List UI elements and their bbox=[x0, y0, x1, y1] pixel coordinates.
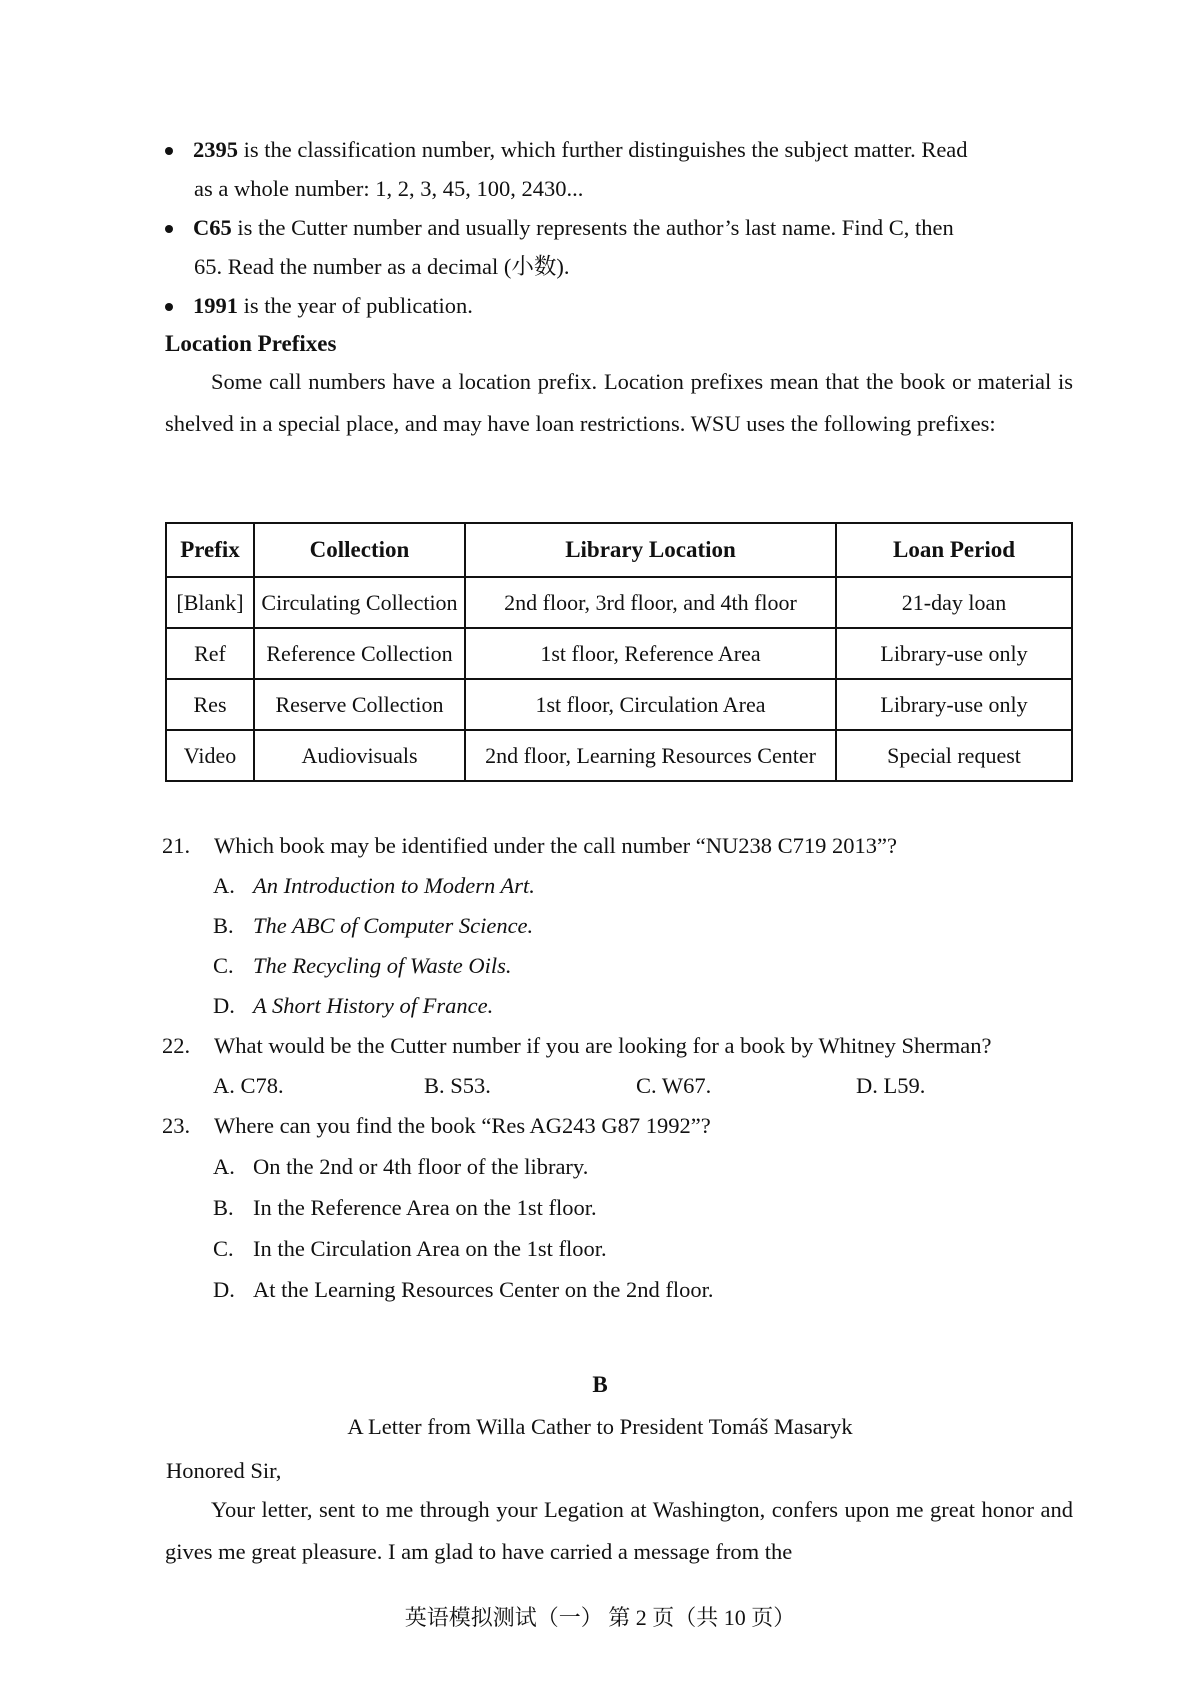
option-label: A. bbox=[213, 1073, 235, 1098]
option-22-a[interactable] bbox=[213, 1072, 284, 1100]
bullet-dot bbox=[165, 147, 173, 155]
option-text: The ABC of Computer Science. bbox=[253, 913, 534, 938]
question-22 bbox=[162, 1032, 992, 1060]
option-21-b[interactable] bbox=[213, 912, 533, 940]
bullet-continuation: as a whole number: 1, 2, 3, 45, 100, 2430... bbox=[194, 176, 584, 201]
letter-salutation: Honored Sir, bbox=[166, 1458, 282, 1483]
table-cell: Audiovisuals bbox=[254, 730, 465, 781]
table-cell: Res bbox=[166, 679, 254, 730]
table-header: Library Location bbox=[465, 523, 836, 577]
option-text: L59. bbox=[883, 1073, 926, 1098]
option-label: D. bbox=[856, 1073, 878, 1098]
bullet-text: 2395 is the classification number, which further distinguishes the subject matter. Read bbox=[193, 137, 968, 162]
option-text: C78. bbox=[240, 1073, 284, 1098]
option-23-a[interactable] bbox=[213, 1153, 588, 1181]
bullet-dot bbox=[165, 225, 173, 233]
option-label: B. bbox=[424, 1073, 445, 1098]
option-23-b[interactable] bbox=[213, 1194, 597, 1222]
option-text: In the Circulation Area on the 1st floor. bbox=[253, 1236, 607, 1261]
question-text: Where can you find the book “Res AG243 G87 1992”? bbox=[214, 1113, 711, 1138]
section-b-label: B bbox=[592, 1372, 608, 1397]
option-label: A. bbox=[213, 1154, 235, 1179]
option-text: In the Reference Area on the 1st floor. bbox=[253, 1195, 597, 1220]
table-cell: Library-use only bbox=[836, 628, 1072, 679]
table-cell: 2nd floor, Learning Resources Center bbox=[465, 730, 836, 781]
option-21-c[interactable] bbox=[213, 952, 512, 980]
location-prefixes-heading: Location Prefixes bbox=[165, 331, 337, 356]
option-label: C. bbox=[636, 1073, 657, 1098]
table-header-row bbox=[166, 523, 1072, 577]
option-text: The Recycling of Waste Oils. bbox=[253, 953, 512, 978]
option-23-d[interactable] bbox=[213, 1276, 714, 1304]
question-number: 21. bbox=[162, 833, 191, 858]
bullet-text: 1991 is the year of publication. bbox=[193, 293, 473, 318]
option-text: An Introduction to Modern Art. bbox=[253, 873, 535, 898]
table-row bbox=[166, 679, 1072, 730]
table-cell: 1st floor, Reference Area bbox=[465, 628, 836, 679]
option-text: S53. bbox=[450, 1073, 491, 1098]
table-cell: 1st floor, Circulation Area bbox=[465, 679, 836, 730]
bullet-continuation: 65. Read the number as a decimal (小数). bbox=[194, 254, 570, 279]
table-header: Loan Period bbox=[836, 523, 1072, 577]
table-cell: [Blank] bbox=[166, 577, 254, 628]
option-text: On the 2nd or 4th floor of the library. bbox=[253, 1154, 589, 1179]
option-label: A. bbox=[213, 873, 235, 898]
option-22-b[interactable] bbox=[424, 1072, 491, 1100]
table-header: Prefix bbox=[166, 523, 254, 577]
bullet-text: C65 is the Cutter number and usually represents the author’s last name. Find C, then bbox=[193, 215, 954, 240]
option-label: D. bbox=[213, 993, 235, 1018]
table-cell: Circulating Collection bbox=[254, 577, 465, 628]
letter-title: A Letter from Willa Cather to President Tomáš Masaryk bbox=[347, 1414, 853, 1439]
table-cell: Ref bbox=[166, 628, 254, 679]
option-label: B. bbox=[213, 913, 234, 938]
option-text: A Short History of France. bbox=[253, 993, 494, 1018]
location-prefixes-paragraph: Some call numbers have a location prefix. Location prefixes mean that the book or material is shelved in a special place, and may have loan restrictions. WSU uses the following prefixes: bbox=[165, 369, 1073, 436]
table-row bbox=[166, 577, 1072, 628]
option-21-a[interactable] bbox=[213, 872, 535, 900]
table-cell: Special request bbox=[836, 730, 1072, 781]
prefix-table bbox=[165, 522, 1073, 782]
question-number: 22. bbox=[162, 1033, 191, 1058]
table-cell: Video bbox=[166, 730, 254, 781]
table-row bbox=[166, 730, 1072, 781]
option-text: At the Learning Resources Center on the 2nd floor. bbox=[253, 1277, 714, 1302]
question-text: Which book may be identified under the call number “NU238 C719 2013”? bbox=[214, 833, 897, 858]
option-22-c[interactable] bbox=[636, 1072, 711, 1100]
option-23-c[interactable] bbox=[213, 1235, 607, 1263]
table-cell: Library-use only bbox=[836, 679, 1072, 730]
question-number: 23. bbox=[162, 1113, 191, 1138]
option-label: B. bbox=[213, 1195, 234, 1220]
page-footer: 英语模拟测试（一） 第 2 页（共 10 页） bbox=[404, 1605, 796, 1630]
question-23 bbox=[162, 1112, 711, 1140]
table-cell: Reserve Collection bbox=[254, 679, 465, 730]
option-22-d[interactable] bbox=[856, 1072, 925, 1100]
option-21-d[interactable] bbox=[213, 992, 493, 1020]
question-text: What would be the Cutter number if you are looking for a book by Whitney Sherman? bbox=[214, 1033, 992, 1058]
letter-paragraph: Your letter, sent to me through your Legation at Washington, confers upon me great honor and gives me great pleasure. I am glad to have carried a message from the bbox=[165, 1497, 1073, 1564]
table-row bbox=[166, 628, 1072, 679]
option-label: C. bbox=[213, 953, 234, 978]
option-text: W67. bbox=[661, 1073, 712, 1098]
table-cell: 2nd floor, 3rd floor, and 4th floor bbox=[465, 577, 836, 628]
bullet-dot bbox=[165, 303, 173, 311]
question-21 bbox=[162, 832, 897, 860]
option-label: D. bbox=[213, 1277, 235, 1302]
table-header: Collection bbox=[254, 523, 465, 577]
table-cell: Reference Collection bbox=[254, 628, 465, 679]
option-label: C. bbox=[213, 1236, 234, 1261]
table-cell: 21-day loan bbox=[836, 577, 1072, 628]
